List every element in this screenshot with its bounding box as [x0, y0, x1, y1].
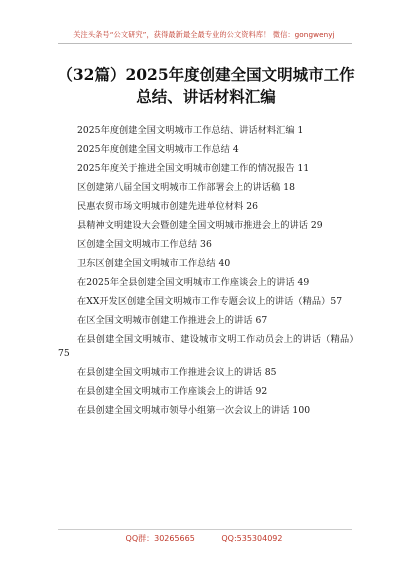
toc-entry[interactable]: 区创建第八届全国文明城市工作部署会上的讲话稿 18 — [77, 182, 295, 193]
toc-entry[interactable]: 2025年度关于推进全国文明城市创建工作的情况报告 11 — [77, 163, 310, 174]
toc-entry[interactable]: 在县创建全国文明城市工作推进会议上的讲话 85 — [77, 367, 277, 378]
toc-entry[interactable]: 卫东区创建全国文明城市工作总结 40 — [77, 258, 231, 269]
footer-qq: QQ:535304092 — [221, 534, 283, 543]
header-divider — [58, 43, 352, 44]
footer-contact — [0, 533, 408, 544]
toc-entry[interactable]: 在县创建全国文明城市工作座谈会上的讲话 92 — [77, 386, 268, 397]
toc-entry[interactable]: 2025年度创建全国文明城市工作总结 4 — [77, 144, 239, 155]
toc-entry[interactable]: 在县创建全国文明城市、建设城市文明工作动员会上的讲话（精品）75 — [58, 334, 354, 359]
toc-entry[interactable]: 区创建全国文明城市工作总结 36 — [77, 239, 212, 250]
toc-entry[interactable]: 在2025年全县创建全国文明城市工作座谈会上的讲话 49 — [77, 277, 310, 288]
header-banner: 关注头条号“公文研究”，获得最新最全最专业的公文资料库！ 微信：gongwenyj — [73, 30, 335, 39]
toc-entry[interactable]: 在县创建全国文明城市领导小组第一次会议上的讲话 100 — [77, 405, 311, 416]
table-of-contents — [58, 124, 354, 423]
document-title: （32篇）2025年度创建全国文明城市工作总结、讲话材料汇编 — [57, 65, 355, 106]
toc-entry[interactable]: 在区全国文明城市创建工作推进会上的讲话 67 — [77, 315, 268, 326]
toc-entry[interactable]: 2025年度创建全国文明城市工作总结、讲话材料汇编 1 — [77, 125, 304, 136]
toc-entry[interactable]: 民惠农贸市场文明城市创建先进单位材料 26 — [77, 201, 259, 212]
toc-entry[interactable]: 在XX开发区创建全国文明城市工作专题会议上的讲话（精品）57 — [77, 296, 343, 307]
footer-qq-group: QQ群：30265665 — [125, 534, 195, 543]
footer-divider — [58, 529, 352, 530]
toc-entry[interactable]: 县精神文明建设大会暨创建全国文明城市推进会上的讲话 29 — [77, 220, 323, 231]
